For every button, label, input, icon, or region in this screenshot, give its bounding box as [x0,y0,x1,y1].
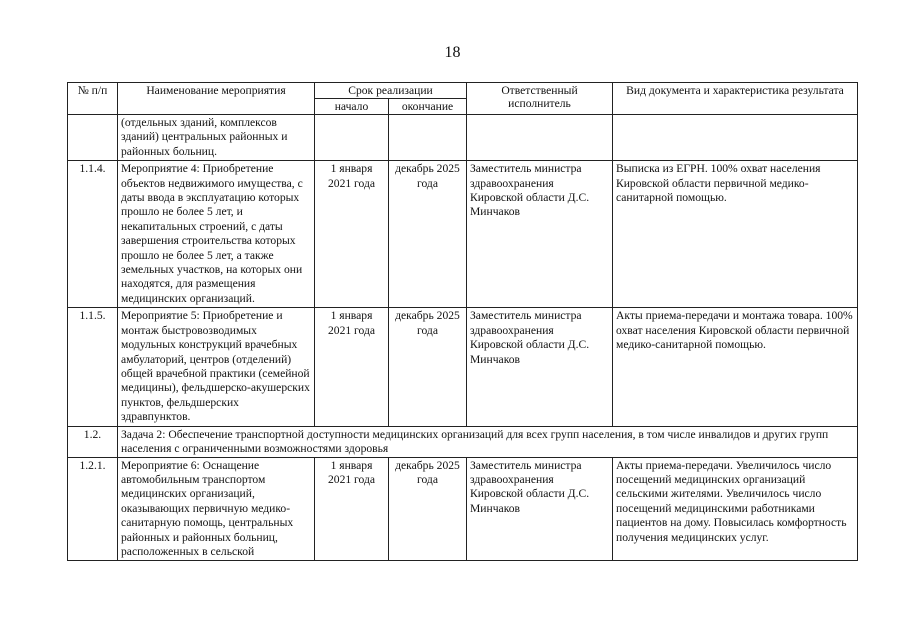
row-end: декабрь 2025 года [389,308,467,426]
task-row [68,426,858,457]
row-name: Мероприятие 5: Приобретение и монтаж быстровозводимых модульных конструкций врачебных амбулаторий, центров (отделений) общей врачебной практики (семейной медицины), фельдшерско-акушерских пунктов, фельдшерских здравпунктов. [118,308,315,426]
header-num: № п/п [68,83,118,115]
row-name: (отдельных зданий, комплексов зданий) центральных районных и районных больниц. [118,115,315,161]
row-start: 1 января 2021 года [315,161,389,308]
row-responsible [467,115,613,161]
row-start: 1 января 2021 года [315,457,389,561]
row-num: 1.2. [68,426,118,457]
table-row [68,308,858,426]
table-row [68,161,858,308]
row-start [315,115,389,161]
header-end: окончание [389,99,467,115]
header-start: начало [315,99,389,115]
row-end: декабрь 2025 года [389,457,467,561]
row-result: Акты приема-передачи и монтажа товара. 100% охват населения Кировской области первичной медико-санитарной помощью. [613,308,858,426]
row-end: декабрь 2025 года [389,161,467,308]
header-result: Вид документа и характеристика результата [613,83,858,115]
row-end [389,115,467,161]
row-num [68,115,118,161]
page-number: 18 [444,44,461,61]
measures-table [67,82,858,561]
header-name: Наименование мероприятия [118,83,315,115]
table-header-row [68,83,858,99]
row-result [613,115,858,161]
table-row [68,457,858,561]
header-period: Срок реализации [315,83,467,99]
task-text: Задача 2: Обеспечение транспортной доступности медицинских организаций для всех групп населения, в том числе инвалидов и других групп населения с ограниченными возможностями здоровья [118,426,858,457]
row-num: 1.2.1. [68,457,118,561]
row-responsible: Заместитель министра здравоохранения Кировской области Д.С. Минчаков [467,308,613,426]
table-row [68,115,858,161]
row-num: 1.1.4. [68,161,118,308]
row-responsible: Заместитель министра здравоохранения Кировской области Д.С. Минчаков [467,161,613,308]
row-result: Акты приема-передачи. Увеличилось число посещений медицинских организаций сельскими жителями. Увеличилось число посещений медицинскими работниками пациентов на дому. Повысилась комфортность получения медицинских услуг. [613,457,858,561]
row-responsible: Заместитель министра здравоохранения Кировской области Д.С. Минчаков [467,457,613,561]
row-result: Выписка из ЕГРН. 100% охват населения Кировской области первичной медико-санитарной помощью. [613,161,858,308]
row-name: Мероприятие 4: Приобретение объектов недвижимого имущества, с даты ввода в эксплуатацию которых прошло не более 5 лет, и некапитальных строений, с даты завершения строительства которых прошло не более 5 лет, а также земельных участков, на которых они находятся, для размещения медицинских организаций. [118,161,315,308]
header-responsible: Ответственный исполнитель [467,83,613,115]
row-name: Мероприятие 6: Оснащение автомобильным транспортом медицинских организаций, оказывающих первичную медико-санитарную помощь, центральных районных и районных больниц, расположенных в сельской [118,457,315,561]
row-num: 1.1.5. [68,308,118,426]
row-start: 1 января 2021 года [315,308,389,426]
